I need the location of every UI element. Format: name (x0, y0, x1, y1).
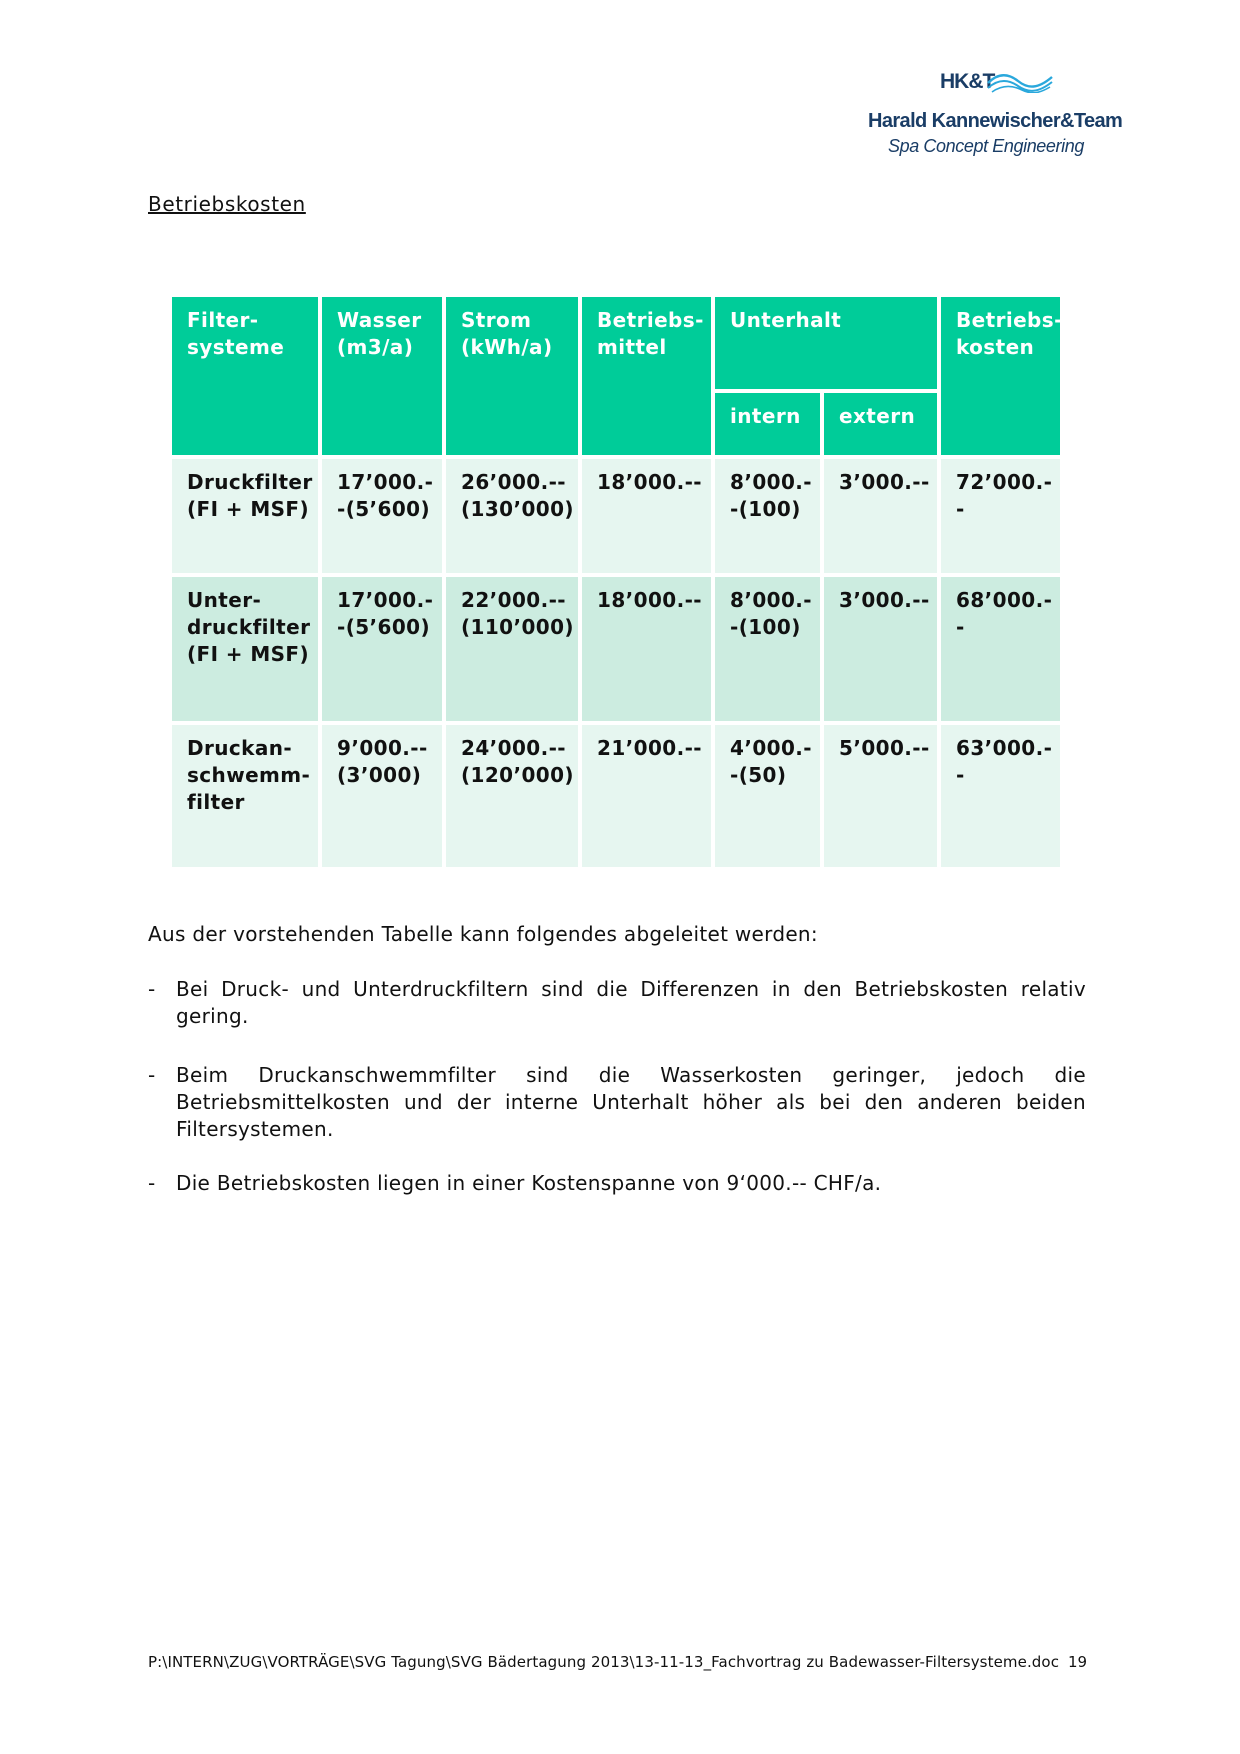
header-unterhalt: Unterhalt (715, 297, 937, 389)
header-wasser: Wasser (m3/a) (322, 297, 442, 455)
row1-intern: 8’000.- -(100) (715, 459, 820, 573)
header-betriebsmittel: Betriebs- mittel (582, 297, 711, 455)
footer-page-number: 19 (1068, 1653, 1088, 1671)
row2-betriebsmittel: 18’000.-- (582, 577, 711, 721)
bullet-dash: - (148, 1063, 156, 1087)
bullet-3 (148, 1170, 1088, 1200)
row3-wasser: 9’000.-- (3’000) (322, 725, 442, 867)
row3-strom: 24’000.-- (120’000) (446, 725, 578, 867)
logo-tagline: Spa Concept Engineering (888, 136, 1084, 156)
row1-betriebsmittel: 18’000.-- (582, 459, 711, 573)
row2-wasser: 17’000.- -(5’600) (322, 577, 442, 721)
logo-company-name: Harald Kannewischer&Team (868, 110, 1123, 132)
header-betriebskosten: Betriebs- kosten (941, 297, 1060, 455)
row3-intern: 4’000.- -(50) (715, 725, 820, 867)
row3-betriebskosten: 63’000.-- (941, 725, 1060, 867)
row3-betriebsmittel: 21’000.-- (582, 725, 711, 867)
row2-betriebskosten: 68’000.-- (941, 577, 1060, 721)
intro-text: Aus der vorstehenden Tabelle kann folgendes abgeleitet werden: (148, 922, 818, 946)
logo-mark: HK&T (940, 70, 995, 93)
header-filtersysteme: Filter- systeme (172, 297, 318, 455)
header-unterhalt-intern: intern (715, 393, 820, 455)
bullet-1-line2: gering. (176, 1004, 249, 1028)
company-logo (860, 70, 1160, 170)
row2-filter: Unter- druckfilter (FI + MSF) (172, 577, 318, 721)
row2-extern: 3’000.-- (824, 577, 937, 721)
bullet-1 (148, 976, 1088, 1036)
row3-filter: Druckan- schwemm- filter (172, 725, 318, 867)
bullet-1-line1: Bei Druck- und Unterdruckfiltern sind die Differenzen in den Betriebskosten relativ (176, 977, 1086, 1001)
bullet-2 (148, 1062, 1088, 1146)
row1-filter: Druckfilter (FI + MSF) (172, 459, 318, 573)
bullet-2-line3: Filtersystemen. (176, 1117, 334, 1141)
row2-intern: 8’000.- -(100) (715, 577, 820, 721)
wave-icon (986, 71, 1054, 93)
row2-strom: 22’000.-- (110’000) (446, 577, 578, 721)
bullet-dash: - (148, 977, 156, 1001)
footer-file-path: P:\INTERN\ZUG\VORTRÄGE\SVG Tagung\SVG Bädertagung 2013\13-11-13_Fachvortrag zu Badewasser-Filtersysteme.doc (148, 1653, 1060, 1671)
bullet-2-line2: Betriebsmittelkosten und der interne Unterhalt höher als bei den anderen beiden (176, 1090, 1086, 1114)
cost-table (172, 297, 1063, 867)
row3-extern: 5’000.-- (824, 725, 937, 867)
header-strom: Strom (kWh/a) (446, 297, 578, 455)
row1-extern: 3’000.-- (824, 459, 937, 573)
header-unterhalt-extern: extern (824, 393, 937, 455)
row1-betriebskosten: 72’000.-- (941, 459, 1060, 573)
row1-wasser: 17’000.- -(5’600) (322, 459, 442, 573)
bullet-2-line1: Beim Druckanschwemmfilter sind die Wasserkosten geringer, jedoch die (176, 1063, 1086, 1087)
bullet-dash: - (148, 1171, 156, 1195)
section-heading: Betriebskosten (148, 192, 306, 216)
row1-strom: 26’000.-- (130’000) (446, 459, 578, 573)
bullet-3-line1: Die Betriebskosten liegen in einer Kostenspanne von 9‘000.-- CHF/a. (176, 1171, 882, 1195)
